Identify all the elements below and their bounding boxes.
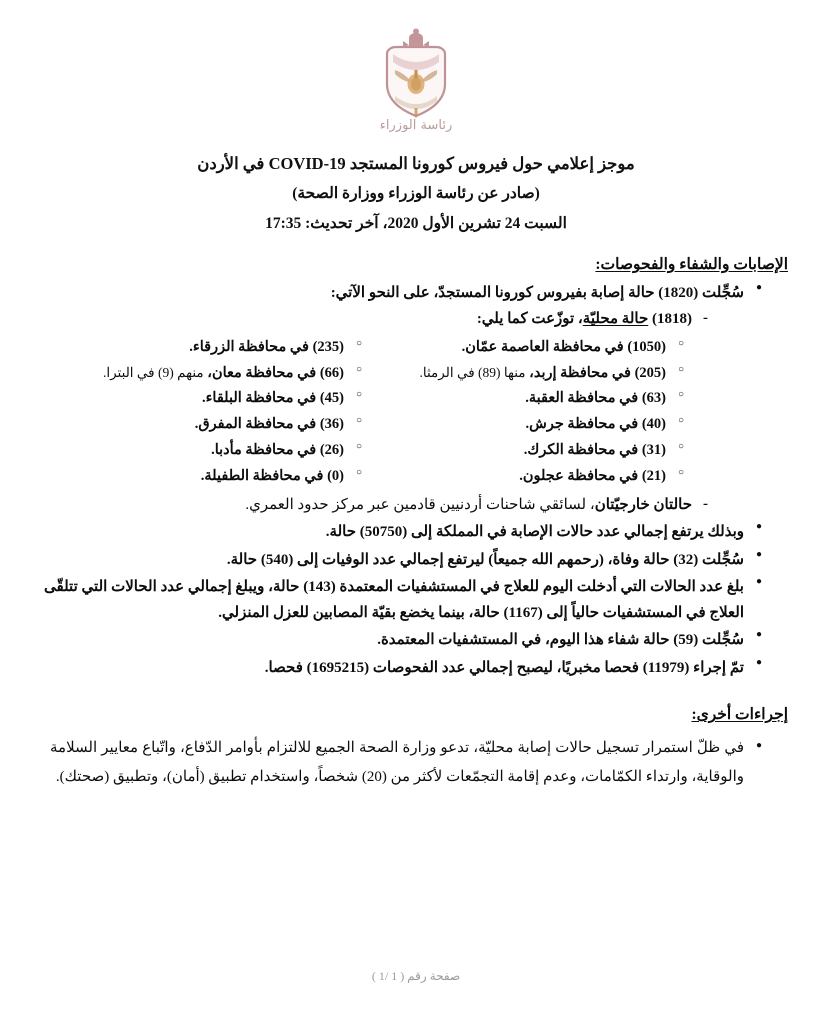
other-measures-list (44, 734, 788, 793)
governorate-extra: منهم (9) في البترا. (102, 364, 204, 380)
governorate-row (44, 464, 362, 490)
governorate-row (44, 412, 362, 438)
local-cases-prefix: (1818) (648, 311, 692, 328)
tests-prefix: تمّ إجراء (689, 659, 744, 676)
local-cases-underlined: حالة محليّة (582, 311, 649, 328)
governorate-label: (66) في محافظة معان، (203, 364, 344, 381)
governorate-label: (36) في محافظة المفرق. (194, 416, 344, 433)
governorate-row (366, 335, 684, 361)
section-heading-cases: الإصابات والشفاء والفحوصات: (595, 255, 788, 273)
cumulative-total-text: وبذلك يرتفع إجمالي عدد حالات الإصابة في المملكة إلى (50750) حالة. (325, 524, 744, 541)
page-subtitle: (صادر عن رئاسة الوزراء ووزارة الصحة) (292, 184, 540, 202)
other-measures-item (50, 734, 762, 793)
section-heading-other-measures: إجراءات أخرى: (691, 705, 788, 723)
external-cases-sublist (44, 492, 744, 519)
tests-total-bold: (1695215) فحصا. (264, 659, 370, 676)
deaths-item (44, 547, 762, 573)
other-measures-text: في ظلّ استمرار تسجيل حالات إصابة محليّة، تدعو وزارة الصحة الجميع للالتزام بأوامر الدّفاع، واتّباع معايير السلامة والوقاية، وارتداء الكمّامات، وعدم إقامة التجمّعات لأكثر من (20) شخصاً، واستخدام تطبيق (أمان)، وتطبيق (صحتك). (50, 739, 744, 786)
governorate-row (366, 412, 684, 438)
external-cases-bold: حالتان خارجيّتان (594, 496, 692, 513)
governorate-row (366, 464, 684, 490)
recoveries-bold: سُجِّلت (59) حالة شفاء هذا اليوم، (544, 632, 744, 649)
governorate-row (366, 386, 684, 412)
governorate-row (44, 361, 362, 387)
total-cases-text: سُجِّلت (1820) حالة إصابة بفيروس كورونا المستجدّ، على النحو الآتي: (330, 284, 744, 301)
governorate-row (44, 438, 362, 464)
local-cases-suffix: ، توزّعت كما يلي: (476, 311, 583, 328)
local-cases-sublist (44, 306, 744, 333)
governorate-label: (235) في محافظة الزرقاء. (189, 338, 344, 355)
tests-item (44, 655, 762, 681)
governorate-row (44, 335, 362, 361)
cases-list (44, 280, 788, 681)
tests-bold: (11979) فحصا مخبريًا، (556, 659, 690, 676)
governorate-breakdown-grid (44, 335, 744, 490)
deaths-rest: (رحمهم الله جميعاً) ليرتفع إجمالي عدد الوفيات إلى (540) حالة. (226, 551, 608, 568)
hospitalized-item (44, 574, 762, 627)
governorate-extra: منها (89) في الرمثا. (419, 364, 526, 380)
governorate-row (366, 438, 684, 464)
governorate-row (44, 386, 362, 412)
governorate-label: (205) في محافظة إربد، (525, 364, 666, 381)
external-cases-rest: ، لسائقي شاحنات أردنيين قادمين عبر مركز حدود العمري. (245, 496, 595, 513)
external-cases-item (44, 492, 710, 519)
recoveries-rest: في المستشفيات المعتمدة. (377, 632, 545, 649)
governorate-label: (21) في محافظة عجلون. (519, 467, 666, 484)
recoveries-item (44, 627, 762, 653)
royal-crest-icon (373, 28, 459, 124)
hospitalized-text: بلغ عدد الحالات التي أدخلت اليوم للعلاج في المستشفيات المعتمدة (143) حالة، ويبلغ إجمالي عدد الحالات التي تتلقّى العلاج في المستشفيات حالياً إلى (1167) حالة، بينما يخضع بقيّة المصابين للعزل المنزلي. (44, 578, 744, 622)
total-cases-item (44, 280, 762, 518)
page-number-footer: صفحة رقم ( 1 /1 ) (371, 969, 461, 983)
governorate-label: (0) في محافظة الطفيلة. (200, 467, 344, 484)
governorate-label: (31) في محافظة الكرك. (523, 441, 666, 458)
governorate-label: (26) في محافظة مأدبا. (211, 441, 344, 458)
governorate-label: (45) في محافظة البلقاء. (201, 390, 344, 407)
page-title: موجز إعلامي حول فيروس كورونا المستجد COVID-19 في الأردن (197, 154, 635, 173)
governorate-label: (1050) في محافظة العاصمة عمّان. (461, 338, 666, 355)
deaths-bold: سُجِّلت (32) حالة وفاة، (607, 551, 744, 568)
governorate-label: (63) في محافظة العقبة. (525, 390, 666, 407)
governorate-row (366, 361, 684, 387)
jordan-government-emblem (44, 28, 788, 133)
emblem-caption: رئاسة الوزراء (379, 118, 453, 133)
governorate-label: (40) في محافظة جرش. (525, 416, 666, 433)
cumulative-total-item (44, 519, 762, 545)
tests-rest: ليصبح إجمالي عدد الفحوصات (369, 659, 557, 676)
local-cases-item (44, 306, 710, 333)
date-last-update: السبت 24 تشرين الأول 2020، آخر تحديث: 17:35 (265, 215, 567, 233)
